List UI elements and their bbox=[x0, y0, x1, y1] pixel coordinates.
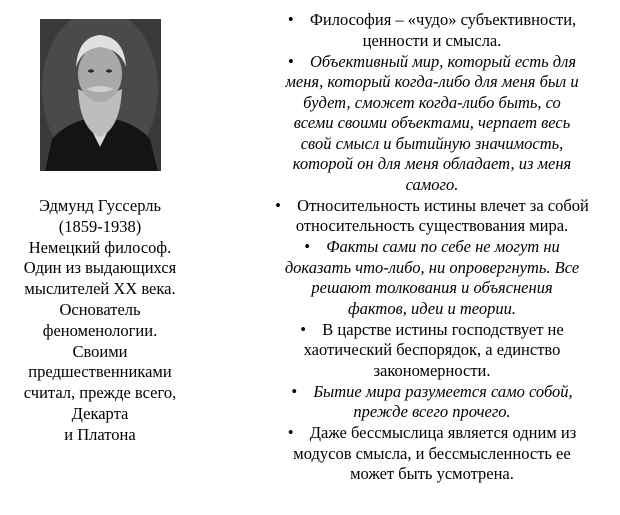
thesis-line: модусов смысла, и бессмысленность ее bbox=[293, 443, 571, 463]
thesis-line: хаотический беспорядок, а единство bbox=[303, 340, 561, 359]
thesis-text: Относительность истины влечет за собой bbox=[297, 195, 589, 215]
portrait-photo bbox=[40, 19, 161, 171]
thesis-line bbox=[248, 52, 616, 73]
thesis-text: В царстве истины господствует не bbox=[322, 319, 564, 339]
bullet-icon: • bbox=[300, 319, 307, 339]
thesis-line: доказать что-либо, ни опровергнуть. Все bbox=[284, 257, 580, 277]
thesis-line: меня, который когда-либо для меня был и bbox=[285, 72, 579, 91]
bio-line: Декарта bbox=[71, 403, 129, 423]
thesis-line: ценности и смысла. bbox=[362, 30, 502, 50]
thesis-line bbox=[248, 237, 616, 258]
biography-caption bbox=[0, 196, 200, 446]
bio-line: Своими bbox=[72, 341, 128, 361]
thesis-line: относительность существования мира. bbox=[295, 216, 569, 235]
bio-line: Один из выдающихся bbox=[23, 258, 177, 278]
bio-line: считал, прежде всего, bbox=[23, 383, 177, 403]
thesis-text: Объективный мир, который есть для bbox=[309, 51, 577, 71]
thesis-text: Бытие мира разумеется само собой, bbox=[313, 381, 573, 401]
thesis-line: решают толкования и объяснения bbox=[311, 278, 553, 297]
bio-line: предшественниками bbox=[28, 362, 172, 382]
thesis-line: всеми своими объектами, черпает весь bbox=[293, 113, 571, 132]
thesis-list bbox=[248, 10, 616, 485]
bio-line: мыслителей XX века. bbox=[24, 279, 176, 299]
thesis-line bbox=[248, 423, 616, 444]
thesis-line: свой смысл и бытийную значимость, bbox=[300, 133, 564, 153]
thesis-line: самого. bbox=[405, 174, 459, 194]
thesis-item-objective-world bbox=[248, 52, 616, 196]
portrait-illustration bbox=[40, 19, 161, 171]
bio-line: Основатель bbox=[59, 299, 141, 319]
bullet-icon: • bbox=[304, 237, 311, 256]
bio-name: Эдмунд Гуссерль bbox=[38, 196, 162, 215]
thesis-text: Даже бессмыслица является одним из bbox=[309, 423, 577, 442]
thesis-line bbox=[248, 320, 616, 341]
thesis-line: может быть усмотрена. bbox=[350, 464, 514, 483]
thesis-text: Факты сами по себе не могут ни bbox=[326, 237, 560, 256]
thesis-line: фактов, идеи и теории. bbox=[347, 298, 517, 318]
thesis-item-being bbox=[248, 382, 616, 423]
thesis-line: закономерности. bbox=[373, 360, 491, 380]
thesis-item-truth-realm bbox=[248, 320, 616, 382]
bio-line: феноменологии. bbox=[42, 320, 158, 340]
bullet-icon: • bbox=[287, 10, 294, 29]
thesis-item-facts bbox=[248, 237, 616, 319]
thesis-line bbox=[248, 382, 616, 403]
bullet-icon: • bbox=[287, 51, 294, 71]
thesis-item-nonsense bbox=[248, 423, 616, 485]
bullet-icon: • bbox=[287, 423, 294, 442]
bio-years: (1859-1938) bbox=[58, 216, 142, 236]
thesis-line: которой он для меня обладает, из меня bbox=[292, 154, 572, 173]
thesis-text: Философия – «чудо» субъективности, bbox=[309, 10, 577, 29]
bio-line: Немецкий философ. bbox=[28, 237, 172, 257]
bullet-icon: • bbox=[291, 381, 298, 401]
thesis-line: прежде всего прочего. bbox=[353, 402, 511, 421]
bullet-icon: • bbox=[275, 195, 281, 215]
thesis-item-philosophy bbox=[248, 10, 616, 51]
thesis-line: будет, сможет когда-либо быть, со bbox=[303, 92, 561, 112]
thesis-line bbox=[248, 10, 616, 31]
thesis-item-relativity bbox=[248, 196, 616, 237]
bio-line: и Платона bbox=[64, 424, 136, 444]
thesis-line bbox=[248, 196, 616, 217]
